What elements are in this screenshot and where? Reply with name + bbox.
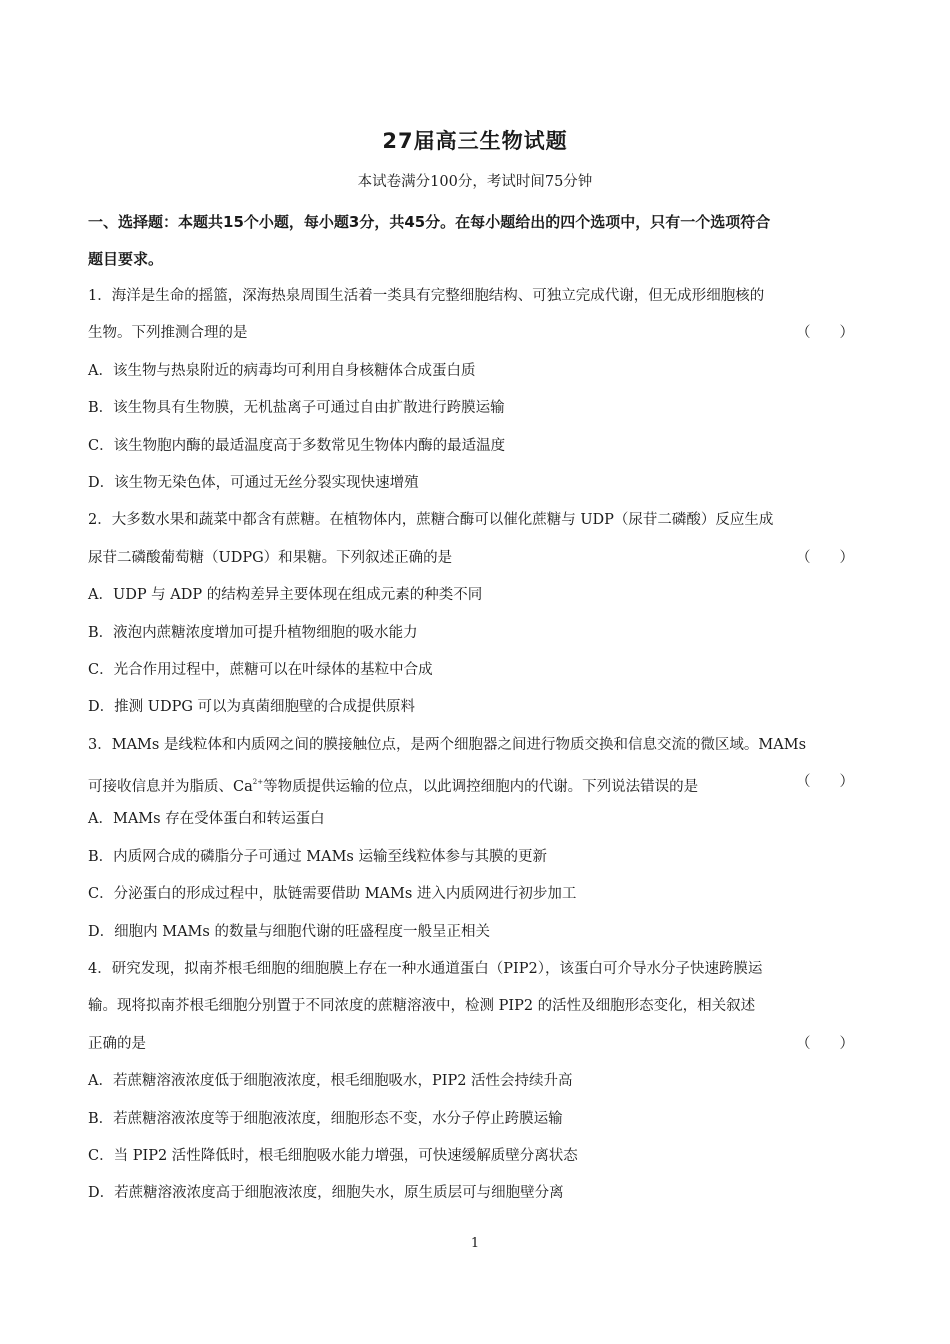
q2-stem-line2-text: 尿苷二磷酸葡萄糖（UDPG）和果糖。下列叙述正确的是 [88, 549, 453, 566]
q1-stem-line1: 1．海洋是生命的摇篮，深海热泉周围生活着一类具有完整细胞结构、可独立完成代谢，但无成形细胞核的 [88, 288, 765, 304]
q1-stem-line2-text: 生物。下列推测合理的是 [88, 325, 248, 342]
section-header-line1: 一、选择题：本题共15个小题，每小题3分，共45分。在每小题给出的四个选项中，只有一个选项符合 [88, 213, 771, 231]
q4-option-d: D．若蔗糖溶液浓度高于细胞液浓度，细胞失水，原生质层可与细胞壁分离 [88, 1185, 564, 1202]
q4-option-a: A．若蔗糖溶液浓度低于细胞液浓度，根毛细胞吸水，PIP2 活性会持续升高 [88, 1073, 573, 1090]
q2-option-d: D．推测 UDPG 可以为真菌细胞壁的合成提供原料 [88, 699, 416, 716]
q3-stem-line1: 3．MAMs 是线粒体和内质网之间的膜接触位点，是两个细胞器之间进行物质交换和信息交流的微区域。MAMs [88, 736, 807, 753]
q4-stem-line3-text: 正确的是 [88, 1035, 146, 1052]
q4-option-b: B．若蔗糖溶液浓度等于细胞液浓度，细胞形态不变，水分子停止跨膜运输 [88, 1110, 563, 1127]
q1-stem-line2 [88, 315, 868, 352]
q3-answer-paren: （ ） [796, 774, 854, 791]
q2-option-c: C．光合作用过程中，蔗糖可以在叶绿体的基粒中合成 [88, 661, 433, 678]
q4-stem-line1: 4．研究发现，拟南芥根毛细胞的细胞膜上存在一种水通道蛋白（PIP2），该蛋白可介导水分子快速跨膜运 [88, 961, 763, 978]
q3-superscript: 2+ [252, 778, 264, 787]
questions [88, 278, 868, 1213]
q1-option-a: A．该生物与热泉附近的病毒均可利用自身核糖体合成蛋白质 [88, 362, 476, 379]
q1-option-d: D．该生物无染色体，可通过无丝分裂实现快速增殖 [88, 474, 419, 491]
q2-answer-paren: （ ） [796, 549, 854, 566]
section-header-line2: 题目要求。 [88, 250, 164, 268]
q4-stem-line3 [88, 1026, 868, 1063]
q1-option-b: B．该生物具有生物膜，无机盐离子可通过自由扩散进行跨膜运输 [88, 400, 505, 417]
section-header [88, 204, 868, 278]
q4-answer-paren: （ ） [796, 1035, 854, 1052]
q2-stem-line1: 2．大多数水果和蔬菜中都含有蔗糖。在植物体内，蔗糖合酶可以催化蔗糖与 UDP（尿苷二磷酸）反应生成 [88, 512, 774, 529]
q3-option-d: D．细胞内 MAMs 的数量与细胞代谢的旺盛程度一般呈正相关 [88, 923, 490, 940]
q3-stem-line2-after: 等物质提供运输的位点，以此调控细胞内的代谢。下列说法错误的是 [263, 779, 699, 796]
q2-option-b: B．液泡内蔗糖浓度增加可提升植物细胞的吸水能力 [88, 624, 418, 641]
exam-info: 本试卷满分100分，考试时间75分钟 [357, 174, 593, 190]
page-number: 1 [470, 1236, 480, 1251]
q3-stem-line2-before: 可接收信息并为脂质、Ca [88, 779, 253, 796]
q3-option-b: B．内质网合成的磷脂分子可通过 MAMs 运输至线粒体参与其膜的更新 [88, 848, 547, 865]
q1-answer-paren: （ ） [796, 325, 854, 342]
q3-option-a: A．MAMs 存在受体蛋白和转运蛋白 [88, 811, 325, 828]
q3-option-c: C．分泌蛋白的形成过程中，肽链需要借助 MAMs 进入内质网进行初步加工 [88, 886, 577, 903]
q4-stem-line2: 输。现将拟南芥根毛细胞分别置于不同浓度的蔗糖溶液中，检测 PIP2 的活性及细胞形态变化，相关叙述 [88, 998, 756, 1015]
q1-option-c: C．该生物胞内酶的最适温度高于多数常见生物体内酶的最适温度 [88, 437, 506, 454]
q4-option-c: C．当 PIP2 活性降低时，根毛细胞吸水能力增强，可快速缓解质壁分离状态 [88, 1147, 578, 1164]
q2-stem-line2 [88, 540, 868, 577]
q3-stem-line2 [88, 764, 868, 801]
q2-option-a: A．UDP 与 ADP 的结构差异主要体现在组成元素的种类不同 [88, 587, 483, 604]
exam-title: 27届高三生物试题 [382, 129, 568, 153]
